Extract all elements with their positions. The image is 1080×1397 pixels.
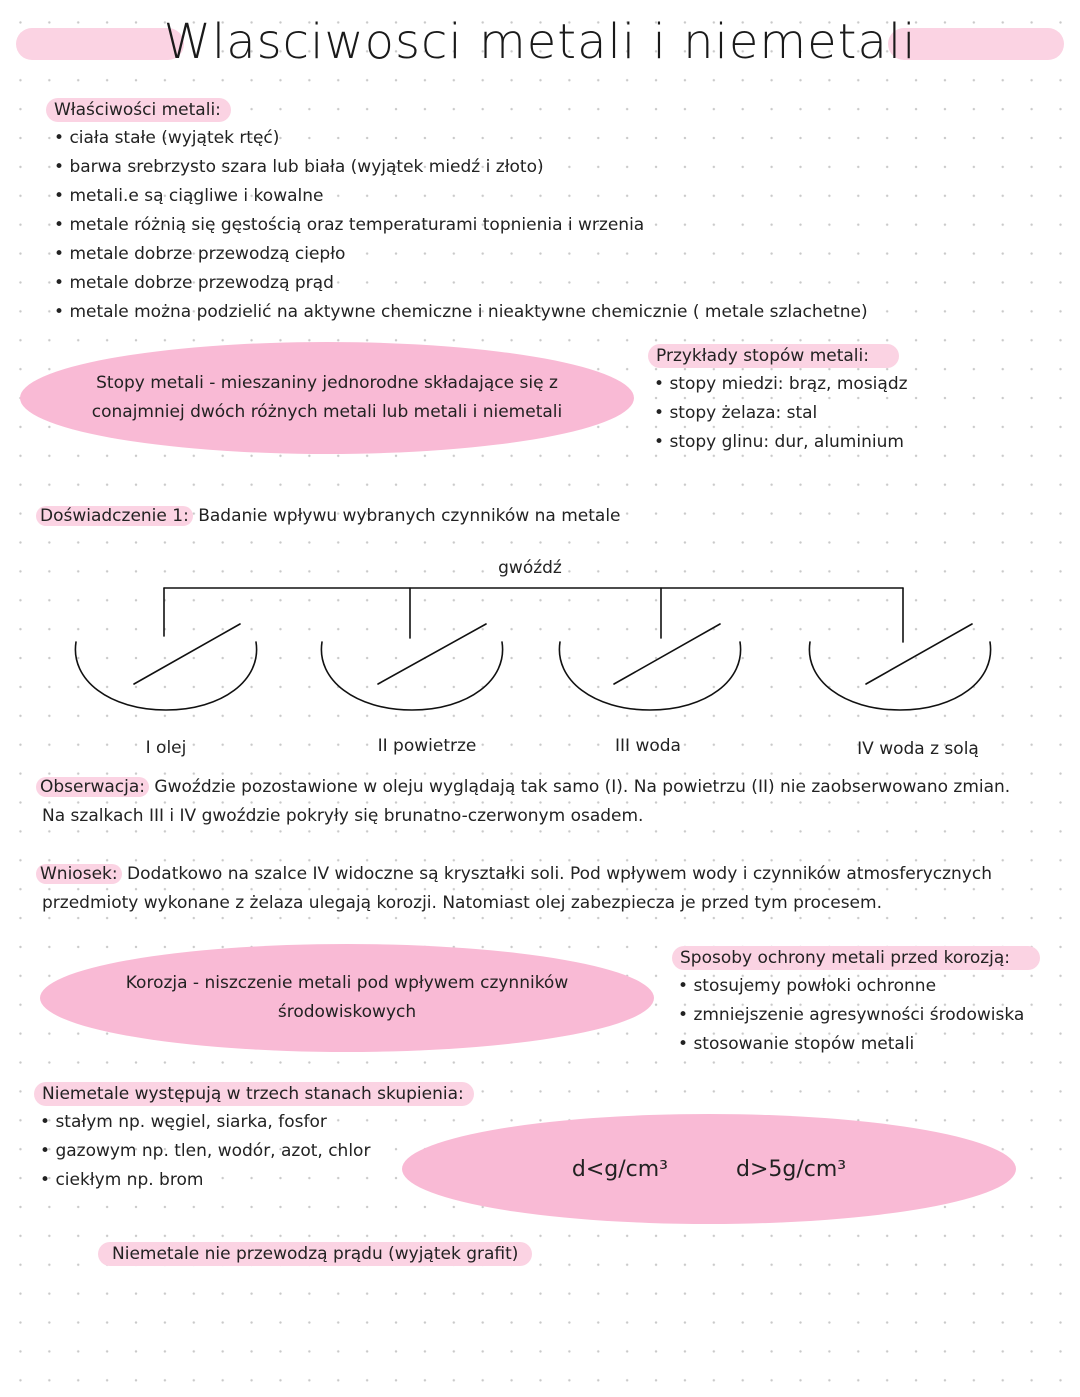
dish-label-2: II powietrze bbox=[377, 736, 477, 756]
alloys-definition-ellipse bbox=[20, 342, 634, 454]
nonmetals-states-list bbox=[40, 1108, 370, 1195]
observation-label: Obserwacja: bbox=[36, 777, 149, 797]
list-item: • stosujemy powłoki ochronne bbox=[678, 972, 1024, 1001]
list-item: • stałym np. węgiel, siarka, fosfor bbox=[40, 1108, 370, 1137]
observation-paragraph bbox=[36, 773, 1046, 831]
conclusion-line1: Dodatkowo na szalce IV widoczne są kryształki soli. Pod wpływem wody i czynników atmosferycznych bbox=[121, 864, 992, 884]
list-item: • gazowym np. tlen, wodór, azot, chlor bbox=[40, 1137, 370, 1166]
alloys-examples-heading: Przykłady stopów metali: bbox=[648, 344, 899, 368]
density-left: d<g/cm³ bbox=[571, 1156, 668, 1182]
list-item: • metali.e są ciągliwe i kowalne bbox=[54, 182, 868, 211]
dish-label-1: I olej bbox=[145, 738, 187, 758]
list-item: • stosowanie stopów metali bbox=[678, 1030, 1024, 1059]
alloys-examples-heading-wrap bbox=[648, 344, 899, 368]
page-title: Wlasciwosci metali i niemetali bbox=[163, 14, 917, 70]
nonmetals-heading: Niemetale występują w trzech stanach skupienia: bbox=[34, 1082, 474, 1106]
alloys-definition-line2: conajmniej dwóch różnych metali lub metali i niemetali bbox=[91, 402, 563, 422]
nail-in-dish-4 bbox=[866, 624, 972, 684]
corrosion-protection-heading-wrap bbox=[672, 946, 1040, 970]
nail-in-dish-1 bbox=[134, 624, 240, 684]
conclusion-paragraph bbox=[36, 860, 1046, 918]
dish-3 bbox=[559, 642, 740, 710]
experiment-diagram bbox=[0, 580, 1080, 730]
conclusion-line2: przedmioty wykonane z żelaza ulegają korozji. Natomiast olej zabezpiecza je przed tym procesem. bbox=[42, 893, 882, 913]
metals-heading: Właściwości metali: bbox=[46, 98, 231, 122]
metals-heading-wrap bbox=[46, 98, 231, 122]
list-item: • barwa srebrzysto szara lub biała (wyjątek miedź i złoto) bbox=[54, 153, 868, 182]
experiment-title: Badanie wpływu wybranych czynników na metale bbox=[192, 506, 621, 526]
list-item: • stopy żelaza: stal bbox=[654, 399, 908, 428]
corrosion-protection-heading: Sposoby ochrony metali przed korozją: bbox=[672, 946, 1040, 970]
observation-line1: Gwoździe pozostawione w oleju wyglądają tak samo (I). Na powietrzu (II) nie zaobserwowano zmian. bbox=[149, 777, 1011, 797]
nonmetals-conductivity: Niemetale nie przewodzą prądu (wyjątek grafit) bbox=[98, 1242, 532, 1266]
list-item: • metale dobrze przewodzą prąd bbox=[54, 269, 868, 298]
dish-label-3: III woda bbox=[615, 736, 681, 756]
alloys-definition-line1: Stopy metali - mieszaniny jednorodne składające się z bbox=[96, 373, 558, 393]
metals-properties-list bbox=[54, 124, 868, 327]
corrosion-definition-line1: Korozja - niszczenie metali pod wpływem czynników bbox=[125, 973, 569, 993]
list-item: • stopy miedzi: brąz, mosiądz bbox=[654, 370, 908, 399]
conclusion-label: Wniosek: bbox=[36, 864, 122, 884]
corrosion-protection-list bbox=[678, 972, 1024, 1059]
experiment-heading bbox=[36, 502, 621, 531]
nonmetals-conductivity-wrap bbox=[98, 1242, 532, 1266]
corrosion-definition-ellipse bbox=[40, 944, 654, 1052]
observation-line2: Na szalkach III i IV gwoździe pokryły się brunatno-czerwonym osadem. bbox=[42, 806, 644, 826]
list-item: • ciała stałe (wyjątek rtęć) bbox=[54, 124, 868, 153]
corrosion-definition-line2: środowiskowych bbox=[277, 1002, 417, 1022]
alloys-examples-list bbox=[654, 370, 908, 457]
list-item: • metale różnią się gęstością oraz temperaturami topnienia i wrzenia bbox=[54, 211, 868, 240]
list-item: • metale można podzielić na aktywne chemiczne i nieaktywne chemicznie ( metale szlachetne) bbox=[54, 298, 868, 327]
dish-label-4: IV woda z solą bbox=[857, 739, 979, 759]
list-item: • zmniejszenie agresywności środowiska bbox=[678, 1001, 1024, 1030]
density-ellipse bbox=[402, 1114, 1016, 1224]
list-item: • ciekłym np. brom bbox=[40, 1166, 370, 1195]
dish-4 bbox=[809, 642, 990, 710]
nail-in-dish-2 bbox=[378, 624, 486, 684]
dish-1 bbox=[75, 642, 256, 710]
list-item: • metale dobrze przewodzą ciepło bbox=[54, 240, 868, 269]
nail-label: gwóźdź bbox=[498, 558, 562, 578]
nonmetals-heading-wrap bbox=[34, 1082, 474, 1106]
experiment-label: Doświadczenie 1: bbox=[36, 506, 193, 526]
dish-2 bbox=[321, 642, 502, 710]
density-right: d>5g/cm³ bbox=[736, 1156, 847, 1182]
nail-in-dish-3 bbox=[614, 624, 720, 684]
list-item: • stopy glinu: dur, aluminium bbox=[654, 428, 908, 457]
